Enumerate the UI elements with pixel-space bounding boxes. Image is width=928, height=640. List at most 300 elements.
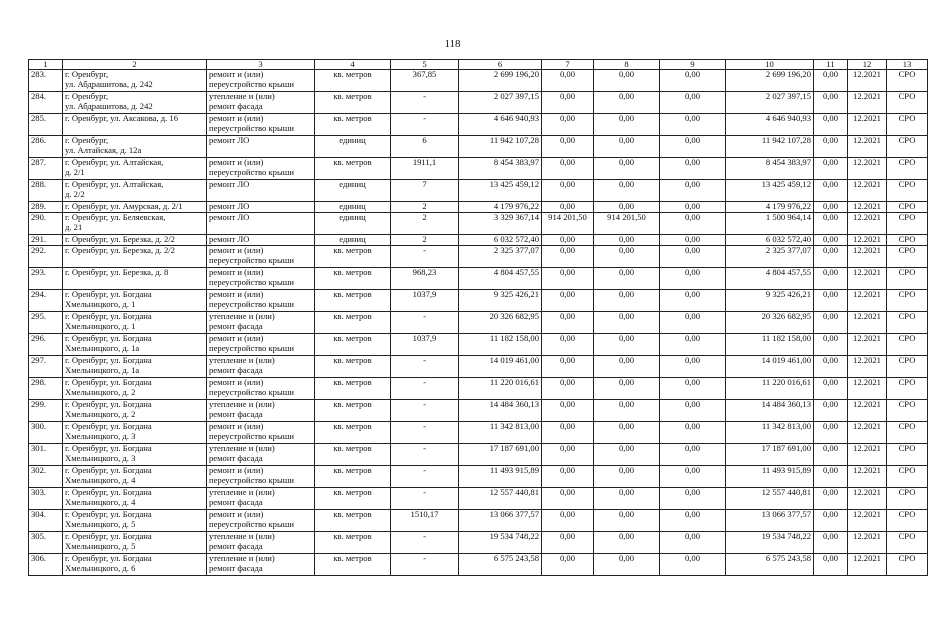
address-cell-line: Хмельницкого, д. 4 [65, 474, 136, 485]
amount-cell-7: 0,00 [542, 158, 594, 180]
quantity-cell: - [391, 532, 459, 554]
address-cell-line: г. Оренбург, ул. Богдана [65, 465, 152, 475]
row-number-cell: 302. [29, 466, 63, 488]
total-cost-cell: 6 575 243,58 [459, 554, 542, 576]
amount-cell-8: 0,00 [594, 466, 660, 488]
work-type-cell [207, 422, 315, 444]
amount-cell-10: 11 342 813,00 [726, 422, 814, 444]
unit-cell: кв. метров [315, 268, 391, 290]
address-cell-line: г. Оренбург, ул. Алтайская, [65, 179, 164, 189]
quantity-cell: 1037,9 [391, 334, 459, 356]
address-cell-line: Хмельницкого, д. 2 [65, 408, 136, 419]
amount-cell-10: 4 646 940,93 [726, 114, 814, 136]
amount-cell-8: 0,00 [594, 158, 660, 180]
amount-cell-11: 0,00 [814, 422, 848, 444]
work-type-cell-line: ремонт фасада [209, 540, 263, 551]
address-cell [63, 356, 207, 378]
total-cost-cell: 8 454 383,97 [459, 158, 542, 180]
work-type-cell [207, 158, 315, 180]
amount-cell-11: 0,00 [814, 488, 848, 510]
work-type-cell-line: ремонт и (или) [209, 465, 264, 475]
completion-date-cell: 12.2021 [848, 422, 887, 444]
quantity-cell: - [391, 378, 459, 400]
table-row [29, 334, 928, 356]
amount-cell-7: 0,00 [542, 510, 594, 532]
amount-cell-7: 0,00 [542, 554, 594, 576]
row-number-cell: 301. [29, 444, 63, 466]
quantity-cell: 968,23 [391, 268, 459, 290]
table-row [29, 202, 928, 213]
quantity-cell: 2 [391, 235, 459, 246]
address-cell-line: г. Оренбург, ул. Березка, д. 2/2 [65, 234, 175, 244]
amount-cell-8: 0,00 [594, 70, 660, 92]
amount-cell-9: 0,00 [660, 312, 726, 334]
amount-cell-11: 0,00 [814, 554, 848, 576]
unit-cell: кв. метров [315, 334, 391, 356]
row-number-cell: 285. [29, 114, 63, 136]
amount-cell-9: 0,00 [660, 268, 726, 290]
address-cell [63, 378, 207, 400]
amount-cell-11: 0,00 [814, 158, 848, 180]
completion-date-cell: 12.2021 [848, 400, 887, 422]
amount-cell-9: 0,00 [660, 510, 726, 532]
amount-cell-8: 0,00 [594, 488, 660, 510]
address-cell [63, 466, 207, 488]
quantity-cell: - [391, 422, 459, 444]
amount-cell-10: 11 942 107,28 [726, 136, 814, 158]
amount-cell-10: 9 325 426,21 [726, 290, 814, 312]
column-header: 3 [207, 60, 315, 70]
unit-cell: кв. метров [315, 444, 391, 466]
address-cell-line: г. Оренбург, ул. Богдана [65, 553, 152, 563]
quantity-cell: 2 [391, 202, 459, 213]
completion-date-cell: 12.2021 [848, 180, 887, 202]
unit-cell: единиц [315, 136, 391, 158]
address-cell [63, 444, 207, 466]
address-cell-line: г. Оренбург, ул. Богдана [65, 421, 152, 431]
row-number-cell: 294. [29, 290, 63, 312]
amount-cell-8: 0,00 [594, 136, 660, 158]
address-cell-line: г. Оренбург, ул. Беляевская, [65, 212, 166, 222]
amount-cell-10: 13 425 459,12 [726, 180, 814, 202]
work-type-cell-line: переустройство крыши [209, 430, 294, 441]
amount-cell-8: 0,00 [594, 290, 660, 312]
completion-date-cell: 12.2021 [848, 246, 887, 268]
amount-cell-10: 13 066 377,57 [726, 510, 814, 532]
column-header: 11 [814, 60, 848, 70]
work-type-cell-line: ремонт ЛО [209, 179, 250, 189]
work-type-cell-line: переустройство крыши [209, 78, 294, 89]
work-type-cell-line: переустройство крыши [209, 276, 294, 287]
address-cell-line: г. Оренбург, ул. Богдана [65, 311, 152, 321]
amount-cell-11: 0,00 [814, 378, 848, 400]
amount-cell-11: 0,00 [814, 213, 848, 235]
amount-cell-9: 0,00 [660, 180, 726, 202]
address-cell-line: Хмельницкого, д. 3 [65, 430, 136, 441]
address-cell [63, 510, 207, 532]
amount-cell-10: 14 484 360,13 [726, 400, 814, 422]
funding-source-cell: СРО [887, 158, 928, 180]
amount-cell-7: 914 201,50 [542, 213, 594, 235]
address-cell [63, 180, 207, 202]
work-type-cell-line: ремонт фасада [209, 408, 263, 419]
amount-cell-11: 0,00 [814, 235, 848, 246]
work-type-cell-line: утепление и (или) [209, 443, 275, 453]
amount-cell-11: 0,00 [814, 136, 848, 158]
amount-cell-11: 0,00 [814, 114, 848, 136]
address-cell-line: г. Оренбург, ул. Березка, д. 8 [65, 267, 169, 277]
column-header: 4 [315, 60, 391, 70]
address-cell-line: г. Оренбург, ул. Богдана [65, 399, 152, 409]
amount-cell-7: 0,00 [542, 488, 594, 510]
amount-cell-8: 0,00 [594, 180, 660, 202]
amount-cell-7: 0,00 [542, 466, 594, 488]
completion-date-cell: 12.2021 [848, 158, 887, 180]
unit-cell: кв. метров [315, 400, 391, 422]
address-cell-line: г. Оренбург, [65, 91, 109, 101]
work-type-cell [207, 444, 315, 466]
amount-cell-11: 0,00 [814, 92, 848, 114]
funding-source-cell: СРО [887, 554, 928, 576]
work-type-cell-line: ремонт и (или) [209, 245, 264, 255]
work-type-cell [207, 532, 315, 554]
address-cell-line: г. Оренбург, ул. Богдана [65, 487, 152, 497]
amount-cell-10: 11 182 158,00 [726, 334, 814, 356]
table-row [29, 290, 928, 312]
address-cell [63, 532, 207, 554]
unit-cell: кв. метров [315, 510, 391, 532]
table-row [29, 180, 928, 202]
work-type-cell [207, 235, 315, 246]
address-cell-line: г. Оренбург, ул. Березка, д. 2/2 [65, 245, 175, 255]
amount-cell-11: 0,00 [814, 334, 848, 356]
row-number-cell: 305. [29, 532, 63, 554]
amount-cell-10: 8 454 383,97 [726, 158, 814, 180]
work-type-cell [207, 70, 315, 92]
total-cost-cell: 19 534 748,22 [459, 532, 542, 554]
funding-source-cell: СРО [887, 213, 928, 235]
work-type-cell [207, 290, 315, 312]
address-cell-line: г. Оренбург, ул. Амурская, д. 2/1 [65, 201, 183, 211]
column-header: 8 [594, 60, 660, 70]
work-type-cell-line: утепление и (или) [209, 487, 275, 497]
table-row [29, 246, 928, 268]
amount-cell-9: 0,00 [660, 202, 726, 213]
amount-cell-8: 0,00 [594, 400, 660, 422]
amount-cell-8: 0,00 [594, 378, 660, 400]
address-cell [63, 235, 207, 246]
completion-date-cell: 12.2021 [848, 268, 887, 290]
work-type-cell [207, 92, 315, 114]
row-number-cell: 303. [29, 488, 63, 510]
work-type-cell-line: ремонт фасада [209, 496, 263, 507]
amount-cell-8: 0,00 [594, 554, 660, 576]
work-type-cell-line: утепление и (или) [209, 355, 275, 365]
unit-cell: кв. метров [315, 312, 391, 334]
work-type-cell [207, 312, 315, 334]
total-cost-cell: 3 329 367,14 [459, 213, 542, 235]
unit-cell: кв. метров [315, 532, 391, 554]
work-type-cell-line: переустройство крыши [209, 342, 294, 353]
address-cell-line: д. 2/2 [65, 188, 85, 199]
amount-cell-11: 0,00 [814, 444, 848, 466]
table-row [29, 235, 928, 246]
work-type-cell [207, 510, 315, 532]
funding-source-cell: СРО [887, 334, 928, 356]
total-cost-cell: 11 220 016,61 [459, 378, 542, 400]
column-header: 10 [726, 60, 814, 70]
total-cost-cell: 9 325 426,21 [459, 290, 542, 312]
amount-cell-7: 0,00 [542, 356, 594, 378]
amount-cell-8: 0,00 [594, 334, 660, 356]
amount-cell-10: 1 500 964,14 [726, 213, 814, 235]
amount-cell-9: 0,00 [660, 235, 726, 246]
unit-cell: кв. метров [315, 70, 391, 92]
quantity-cell: 1510,17 [391, 510, 459, 532]
address-cell-line: Хмельницкого, д. 1 [65, 298, 136, 309]
amount-cell-11: 0,00 [814, 466, 848, 488]
amount-cell-11: 0,00 [814, 312, 848, 334]
amount-cell-8: 0,00 [594, 422, 660, 444]
address-cell-line: г. Оренбург, ул. Аксакова, д. 16 [65, 113, 179, 123]
address-cell-line: г. Оренбург, ул. Богдана [65, 509, 152, 519]
amount-cell-8: 914 201,50 [594, 213, 660, 235]
address-cell [63, 554, 207, 576]
amount-cell-9: 0,00 [660, 378, 726, 400]
amount-cell-7: 0,00 [542, 334, 594, 356]
work-type-cell-line: утепление и (или) [209, 531, 275, 541]
table-row [29, 532, 928, 554]
address-cell-line: Хмельницкого, д. 1 [65, 320, 136, 331]
address-cell [63, 136, 207, 158]
column-header: 2 [63, 60, 207, 70]
funding-source-cell: СРО [887, 136, 928, 158]
amount-cell-7: 0,00 [542, 378, 594, 400]
work-type-cell-line: переустройство крыши [209, 386, 294, 397]
amount-cell-8: 0,00 [594, 356, 660, 378]
work-type-cell [207, 378, 315, 400]
address-cell-line: г. Оренбург, [65, 69, 109, 79]
amount-cell-9: 0,00 [660, 554, 726, 576]
amount-cell-7: 0,00 [542, 92, 594, 114]
funding-source-cell: СРО [887, 466, 928, 488]
row-number-cell: 289. [29, 202, 63, 213]
quantity-cell: 1037,9 [391, 290, 459, 312]
row-number-cell: 304. [29, 510, 63, 532]
amount-cell-8: 0,00 [594, 114, 660, 136]
amount-cell-7: 0,00 [542, 422, 594, 444]
address-cell [63, 312, 207, 334]
completion-date-cell: 12.2021 [848, 92, 887, 114]
funding-source-cell: СРО [887, 312, 928, 334]
work-type-cell-line: утепление и (или) [209, 399, 275, 409]
amount-cell-10: 2 325 377,07 [726, 246, 814, 268]
work-type-cell-line: ремонт и (или) [209, 421, 264, 431]
address-cell [63, 213, 207, 235]
amount-cell-10: 11 220 016,61 [726, 378, 814, 400]
funding-source-cell: СРО [887, 400, 928, 422]
completion-date-cell: 12.2021 [848, 378, 887, 400]
address-cell [63, 70, 207, 92]
completion-date-cell: 12.2021 [848, 334, 887, 356]
address-cell [63, 246, 207, 268]
work-type-cell-line: ремонт и (или) [209, 377, 264, 387]
quantity-cell: 7 [391, 180, 459, 202]
amount-cell-9: 0,00 [660, 136, 726, 158]
work-type-cell-line: утепление и (или) [209, 91, 275, 101]
table-row [29, 554, 928, 576]
address-cell [63, 290, 207, 312]
column-number-header-row [29, 60, 928, 70]
amount-cell-11: 0,00 [814, 268, 848, 290]
amount-cell-7: 0,00 [542, 136, 594, 158]
amount-cell-7: 0,00 [542, 400, 594, 422]
address-cell-line: Хмельницкого, д. 1а [65, 364, 140, 375]
unit-cell: кв. метров [315, 92, 391, 114]
total-cost-cell: 20 326 682,95 [459, 312, 542, 334]
unit-cell: кв. метров [315, 422, 391, 444]
address-cell-line: г. Оренбург, ул. Богдана [65, 333, 152, 343]
row-number-cell: 284. [29, 92, 63, 114]
amount-cell-11: 0,00 [814, 180, 848, 202]
address-cell-line: Хмельницкого, д. 4 [65, 496, 136, 507]
work-type-cell [207, 488, 315, 510]
amount-cell-10: 4 804 457,55 [726, 268, 814, 290]
total-cost-cell: 2 325 377,07 [459, 246, 542, 268]
funding-source-cell: СРО [887, 444, 928, 466]
column-header: 6 [459, 60, 542, 70]
unit-cell: кв. метров [315, 466, 391, 488]
work-type-cell [207, 268, 315, 290]
column-header: 5 [391, 60, 459, 70]
address-cell [63, 92, 207, 114]
total-cost-cell: 2 027 397,15 [459, 92, 542, 114]
address-cell-line: г. Оренбург, ул. Богдана [65, 443, 152, 453]
address-cell-line: г. Оренбург, ул. Богдана [65, 377, 152, 387]
amount-cell-9: 0,00 [660, 114, 726, 136]
work-type-cell-line: утепление и (или) [209, 311, 275, 321]
amount-cell-9: 0,00 [660, 444, 726, 466]
amount-cell-8: 0,00 [594, 92, 660, 114]
completion-date-cell: 12.2021 [848, 202, 887, 213]
work-type-cell-line: ремонт фасада [209, 100, 263, 111]
amount-cell-7: 0,00 [542, 532, 594, 554]
amount-cell-11: 0,00 [814, 510, 848, 532]
amount-cell-7: 0,00 [542, 202, 594, 213]
work-type-cell [207, 114, 315, 136]
quantity-cell: - [391, 114, 459, 136]
funding-source-cell: СРО [887, 268, 928, 290]
address-cell [63, 268, 207, 290]
amount-cell-9: 0,00 [660, 488, 726, 510]
address-cell [63, 400, 207, 422]
row-number-cell: 297. [29, 356, 63, 378]
address-cell-line: Хмельницкого, д. 1а [65, 342, 140, 353]
amount-cell-10: 6 575 243,58 [726, 554, 814, 576]
work-type-cell-line: ремонт и (или) [209, 69, 264, 79]
total-cost-cell: 4 179 976,22 [459, 202, 542, 213]
quantity-cell: - [391, 92, 459, 114]
work-type-cell [207, 466, 315, 488]
amount-cell-11: 0,00 [814, 400, 848, 422]
work-type-cell [207, 334, 315, 356]
column-header: 1 [29, 60, 63, 70]
funding-source-cell: СРО [887, 356, 928, 378]
work-type-cell [207, 554, 315, 576]
amount-cell-7: 0,00 [542, 114, 594, 136]
amount-cell-10: 4 179 976,22 [726, 202, 814, 213]
row-number-cell: 290. [29, 213, 63, 235]
total-cost-cell: 13 066 377,57 [459, 510, 542, 532]
total-cost-cell: 11 493 915,89 [459, 466, 542, 488]
unit-cell: кв. метров [315, 554, 391, 576]
funding-source-cell: СРО [887, 290, 928, 312]
amount-cell-9: 0,00 [660, 400, 726, 422]
quantity-cell: - [391, 356, 459, 378]
work-type-cell-line: ремонт и (или) [209, 267, 264, 277]
amount-cell-10: 11 493 915,89 [726, 466, 814, 488]
quantity-cell: 6 [391, 136, 459, 158]
amount-cell-9: 0,00 [660, 466, 726, 488]
total-cost-cell: 11 342 813,00 [459, 422, 542, 444]
work-type-cell-line: ремонт ЛО [209, 201, 250, 211]
total-cost-cell: 17 187 691,00 [459, 444, 542, 466]
column-header: 13 [887, 60, 928, 70]
address-cell-line: Хмельницкого, д. 2 [65, 386, 136, 397]
funding-source-cell: СРО [887, 70, 928, 92]
amount-cell-8: 0,00 [594, 246, 660, 268]
quantity-cell: 367,85 [391, 70, 459, 92]
amount-cell-10: 14 019 461,00 [726, 356, 814, 378]
row-number-cell: 299. [29, 400, 63, 422]
row-number-cell: 283. [29, 70, 63, 92]
amount-cell-9: 0,00 [660, 92, 726, 114]
amount-cell-8: 0,00 [594, 202, 660, 213]
completion-date-cell: 12.2021 [848, 466, 887, 488]
completion-date-cell: 12.2021 [848, 235, 887, 246]
amount-cell-10: 20 326 682,95 [726, 312, 814, 334]
work-type-cell-line: ремонт фасада [209, 320, 263, 331]
table-row [29, 92, 928, 114]
work-type-cell-line: ремонт и (или) [209, 157, 264, 167]
unit-cell: кв. метров [315, 114, 391, 136]
amount-cell-8: 0,00 [594, 312, 660, 334]
work-type-cell [207, 213, 315, 235]
completion-date-cell: 12.2021 [848, 213, 887, 235]
funding-source-cell: СРО [887, 235, 928, 246]
unit-cell: кв. метров [315, 488, 391, 510]
work-type-cell-line: ремонт фасада [209, 452, 263, 463]
work-type-cell-line: переустройство крыши [209, 122, 294, 133]
amount-cell-10: 19 534 748,22 [726, 532, 814, 554]
address-cell-line: Хмельницкого, д. 5 [65, 540, 136, 551]
total-cost-cell: 4 646 940,93 [459, 114, 542, 136]
row-number-cell: 292. [29, 246, 63, 268]
table-row [29, 466, 928, 488]
work-type-cell [207, 356, 315, 378]
unit-cell: единиц [315, 202, 391, 213]
amount-cell-7: 0,00 [542, 312, 594, 334]
table-row [29, 510, 928, 532]
amount-cell-10: 6 032 572,40 [726, 235, 814, 246]
row-number-cell: 306. [29, 554, 63, 576]
amount-cell-11: 0,00 [814, 532, 848, 554]
address-cell [63, 202, 207, 213]
row-number-cell: 287. [29, 158, 63, 180]
funding-source-cell: СРО [887, 202, 928, 213]
address-cell-line: Хмельницкого, д. 6 [65, 562, 136, 573]
address-cell [63, 334, 207, 356]
